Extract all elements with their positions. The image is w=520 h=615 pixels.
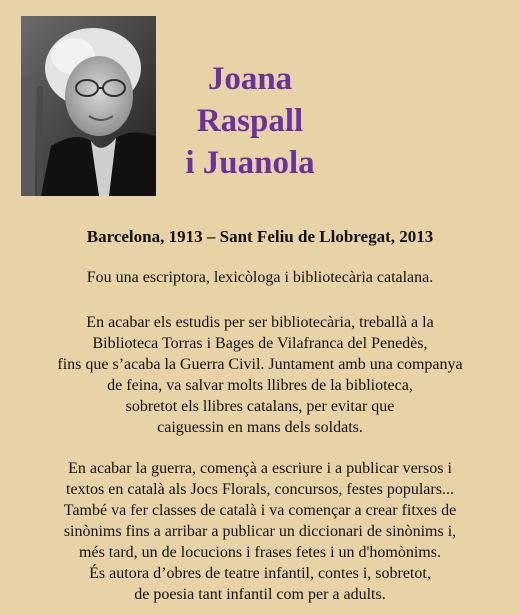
name-line-second-surname: i Juanola xyxy=(185,145,315,181)
paragraph-line: de feina, va salvar molts llibres de la biblioteca, xyxy=(107,377,413,394)
paragraph-line: sobretot els llibres catalans, per evitar que xyxy=(125,398,395,415)
biography-paragraph-1 xyxy=(0,312,520,438)
birth-death-dates: Barcelona, 1913 – Sant Feliu de Llobregat, 2013 xyxy=(86,227,434,246)
biography-paragraph-2 xyxy=(0,458,520,605)
paragraph-line: fins que s’acaba la Guerra Civil. Juntament amb una companya xyxy=(57,356,463,373)
paragraph-line: És autora d’obres de teatre infantil, contes i, sobretot, xyxy=(89,565,431,582)
person-name xyxy=(160,58,340,184)
portrait-photo xyxy=(21,16,156,196)
paragraph-line: caiguessin en mans dels soldats. xyxy=(157,419,363,436)
paragraph-line: En acabar els estudis per ser bibliotecària, treballà a la xyxy=(86,314,434,331)
name-line-surname: Raspall xyxy=(196,103,304,139)
paragraph-line: Biblioteca Torras i Bages de Vilafranca del Penedès, xyxy=(92,335,428,352)
paragraph-line: de poesia tant infantil com per a adults. xyxy=(134,586,386,603)
paragraph-line: més tard, un de locucions i frases fetes i un d'homònims. xyxy=(79,544,441,561)
name-line-first: Joana xyxy=(207,61,293,97)
paragraph-line: sinònims fins a arribar a publicar un diccionari de sinònims i, xyxy=(63,523,457,540)
paragraph-line: També va fer classes de català i va començar a crear fitxes de xyxy=(63,502,457,519)
intro-sentence: Fou una escriptora, lexicòloga i bibliotecària catalana. xyxy=(86,269,434,286)
paragraph-line: En acabar la guerra, començà a escriure i a publicar versos i xyxy=(68,460,452,477)
paragraph-line: textos en català als Jocs Florals, concursos, festes populars... xyxy=(66,481,454,498)
